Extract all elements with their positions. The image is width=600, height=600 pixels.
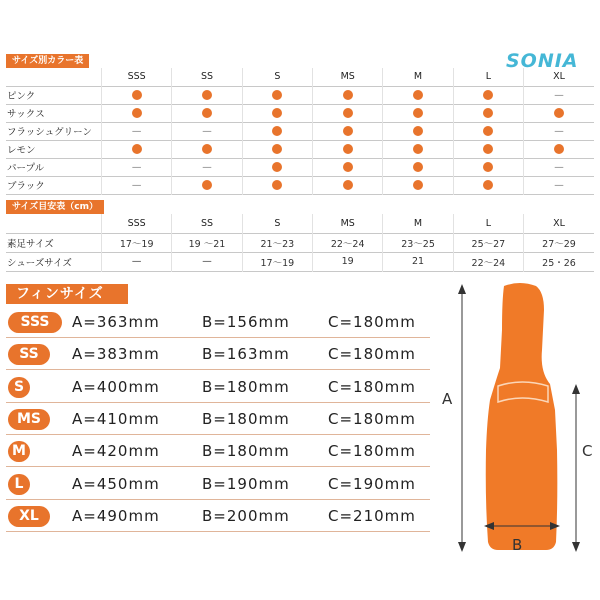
dimension-c-arrow-top xyxy=(572,384,580,394)
available-dot-icon xyxy=(202,108,212,118)
available-dot-icon xyxy=(483,144,493,154)
fin-diagram xyxy=(440,280,596,560)
size-header-s: S xyxy=(242,68,312,86)
size-value-cell: 27～29 xyxy=(524,233,594,252)
fin-size-row xyxy=(6,373,430,403)
size-header-ms: MS xyxy=(313,68,383,86)
fin-length-c: C=180mm xyxy=(328,377,416,396)
availability-cell xyxy=(524,176,594,194)
size-value-cell: 22～24 xyxy=(453,252,523,271)
availability-cell xyxy=(383,122,453,140)
availability-cell xyxy=(172,140,242,158)
available-dot-icon xyxy=(343,144,353,154)
available-dot-icon xyxy=(343,126,353,136)
fin-length-a: A=383mm xyxy=(72,345,160,364)
availability-cell xyxy=(101,176,171,194)
availability-cell xyxy=(242,86,312,104)
size-value-cell: 22～24 xyxy=(313,233,383,252)
available-dot-icon xyxy=(202,180,212,190)
color-name: サックス xyxy=(7,109,45,120)
availability-cell xyxy=(101,86,171,104)
not-available-dash: — xyxy=(554,125,564,137)
availability-cell xyxy=(242,176,312,194)
fin-size-row xyxy=(6,470,430,500)
color-row xyxy=(6,176,594,194)
size-row xyxy=(6,233,594,252)
size-value-cell: 23～25 xyxy=(383,233,453,252)
header-blank-cell xyxy=(6,68,101,86)
available-dot-icon xyxy=(132,90,142,100)
available-dot-icon xyxy=(413,180,423,190)
color-name: ピンク xyxy=(7,91,36,102)
size-guide-table xyxy=(6,214,594,272)
not-available-dash: — xyxy=(202,125,212,137)
available-dot-icon xyxy=(413,108,423,118)
color-row xyxy=(6,86,594,104)
fin-length-c: C=180mm xyxy=(328,345,416,364)
availability-cell xyxy=(242,104,312,122)
size-header-xl: XL xyxy=(524,68,594,86)
availability-cell xyxy=(524,104,594,122)
availability-cell xyxy=(383,158,453,176)
available-dot-icon xyxy=(554,144,564,154)
availability-cell xyxy=(172,158,242,176)
fin-size-row xyxy=(6,502,430,532)
size-value-cell: 17～19 xyxy=(242,252,312,271)
dimension-a-arrow-top xyxy=(458,284,466,294)
availability-cell xyxy=(242,158,312,176)
available-dot-icon xyxy=(202,144,212,154)
available-dot-icon xyxy=(202,90,212,100)
availability-cell xyxy=(453,158,523,176)
fin-length-a: A=363mm xyxy=(72,313,160,331)
fin-length-a: A=410mm xyxy=(72,409,160,428)
fin-width-b: B=180mm xyxy=(202,409,290,428)
size-row xyxy=(6,252,594,271)
size-value-cell: 25～27 xyxy=(453,233,523,252)
fin-size-badge: L xyxy=(8,474,30,495)
available-dot-icon xyxy=(483,90,493,100)
fin-length-c: C=190mm xyxy=(328,474,416,493)
availability-cell xyxy=(172,86,242,104)
not-available-dash: — xyxy=(554,89,564,101)
available-dot-icon xyxy=(483,180,493,190)
availability-cell xyxy=(101,140,171,158)
available-dot-icon xyxy=(132,144,142,154)
color-row xyxy=(6,104,594,122)
available-dot-icon xyxy=(413,126,423,136)
size-header-m: M xyxy=(383,68,453,86)
fin-silhouette-shape xyxy=(486,283,558,550)
availability-cell xyxy=(453,104,523,122)
not-available-dash: — xyxy=(131,179,142,191)
availability-cell xyxy=(172,176,242,194)
size-header-xl: XL xyxy=(524,214,594,233)
availability-cell xyxy=(313,176,383,194)
available-dot-icon xyxy=(272,180,282,190)
dimension-c-arrow-bottom xyxy=(572,542,580,552)
size-header-sss: SSS xyxy=(101,214,171,233)
availability-cell xyxy=(101,122,171,140)
size-header-m: M xyxy=(383,214,453,233)
color-name: フラッシュグリーン xyxy=(7,127,92,138)
available-dot-icon xyxy=(272,126,282,136)
size-header-l: L xyxy=(453,68,523,86)
availability-cell xyxy=(172,104,242,122)
size-header-ss: SS xyxy=(172,68,242,86)
availability-cell xyxy=(242,140,312,158)
size-value-cell: 25・26 xyxy=(524,252,594,271)
size-table-header-row xyxy=(6,214,594,233)
color-name: パープル xyxy=(7,163,45,174)
available-dot-icon xyxy=(272,162,282,172)
color-availability-table xyxy=(6,68,594,195)
fin-size-badge: XL xyxy=(8,506,50,527)
available-dot-icon xyxy=(132,108,142,118)
size-value-cell: — xyxy=(101,252,171,271)
fin-length-a: A=420mm xyxy=(72,442,160,461)
available-dot-icon xyxy=(413,144,423,154)
size-row-label: シューズサイズ xyxy=(7,257,72,269)
size-header-sss: SSS xyxy=(101,68,171,86)
fin-length-a: A=400mm xyxy=(72,377,160,396)
available-dot-icon xyxy=(343,180,353,190)
fin-width-b: B=180mm xyxy=(202,377,290,396)
availability-cell xyxy=(383,176,453,194)
color-name: ブラック xyxy=(7,181,45,192)
color-name: レモン xyxy=(7,145,36,156)
not-available-dash: — xyxy=(554,161,564,173)
availability-cell xyxy=(453,140,523,158)
brand-logo: SONIA xyxy=(506,50,579,72)
fin-width-b: B=190mm xyxy=(202,474,290,493)
size-value-cell: 19 ～21 xyxy=(172,233,242,252)
size-value-cell: 21 xyxy=(383,252,453,271)
available-dot-icon xyxy=(483,108,493,118)
available-dot-icon xyxy=(272,90,282,100)
size-value-cell: 19 xyxy=(313,252,383,271)
available-dot-icon xyxy=(272,108,282,118)
fin-length-a: A=450mm xyxy=(72,474,160,493)
availability-cell xyxy=(453,86,523,104)
fin-size-row xyxy=(6,405,430,435)
fin-length-a: A=490mm xyxy=(72,506,160,525)
fin-size-row xyxy=(6,437,430,467)
color-row xyxy=(6,122,594,140)
availability-cell xyxy=(524,158,594,176)
available-dot-icon xyxy=(483,162,493,172)
available-dot-icon xyxy=(343,162,353,172)
size-value-cell: — xyxy=(172,252,242,271)
fin-width-b: B=163mm xyxy=(202,345,290,364)
dimension-a-label: A xyxy=(442,390,453,408)
available-dot-icon xyxy=(272,144,282,154)
size-header-l: L xyxy=(453,214,523,233)
color-row xyxy=(6,158,594,176)
available-dot-icon xyxy=(483,126,493,136)
size-value-cell: 17～19 xyxy=(101,233,171,252)
fin-width-b: B=180mm xyxy=(202,442,290,461)
availability-cell xyxy=(524,122,594,140)
availability-cell xyxy=(242,122,312,140)
fin-width-b: B=156mm xyxy=(202,313,290,331)
availability-cell xyxy=(313,122,383,140)
size-table-title: サイズ目安表（cm） xyxy=(6,200,104,214)
fin-size-badge: MS xyxy=(8,409,50,430)
fin-size-badge: SS xyxy=(8,344,50,365)
availability-cell xyxy=(172,122,242,140)
available-dot-icon xyxy=(343,90,353,100)
fin-size-row xyxy=(6,340,430,370)
availability-cell xyxy=(313,104,383,122)
available-dot-icon xyxy=(413,162,423,172)
availability-cell xyxy=(383,86,453,104)
color-table-header-row xyxy=(6,68,594,86)
availability-cell xyxy=(453,122,523,140)
availability-cell xyxy=(313,140,383,158)
size-header-s: S xyxy=(242,214,312,233)
availability-cell xyxy=(383,140,453,158)
availability-cell xyxy=(101,158,171,176)
availability-cell xyxy=(101,104,171,122)
fin-size-badge: S xyxy=(8,377,30,398)
fin-size-row xyxy=(6,308,430,338)
not-available-dash: — xyxy=(131,161,142,173)
fin-length-c: C=180mm xyxy=(328,442,416,461)
size-header-ms: MS xyxy=(313,214,383,233)
color-row xyxy=(6,140,594,158)
dimension-c-label: C xyxy=(582,442,593,460)
availability-cell xyxy=(313,158,383,176)
size-row-label: 素足サイズ xyxy=(7,238,54,250)
availability-cell xyxy=(524,140,594,158)
availability-cell xyxy=(313,86,383,104)
fin-size-badge: M xyxy=(8,441,30,462)
availability-cell xyxy=(383,104,453,122)
header-blank-cell xyxy=(6,214,101,233)
available-dot-icon xyxy=(343,108,353,118)
size-header-ss: SS xyxy=(172,214,242,233)
availability-cell xyxy=(524,86,594,104)
fin-length-c: C=180mm xyxy=(328,409,416,428)
fin-length-c: C=180mm xyxy=(328,313,416,331)
availability-cell xyxy=(453,176,523,194)
fin-size-badge: SSS xyxy=(8,312,62,333)
dimension-b-label: B xyxy=(512,536,523,554)
fin-length-c: C=210mm xyxy=(328,506,416,525)
available-dot-icon xyxy=(413,90,423,100)
color-table-title: サイズ別カラー表 xyxy=(6,54,89,68)
not-available-dash: — xyxy=(131,125,142,137)
fin-width-b: B=200mm xyxy=(202,506,290,525)
fin-size-title: フィンサイズ xyxy=(6,284,128,304)
size-value-cell: 21～23 xyxy=(242,233,312,252)
dimension-a-arrow-bottom xyxy=(458,542,466,552)
available-dot-icon xyxy=(554,108,564,118)
not-available-dash: — xyxy=(554,179,564,191)
not-available-dash: — xyxy=(202,161,212,173)
